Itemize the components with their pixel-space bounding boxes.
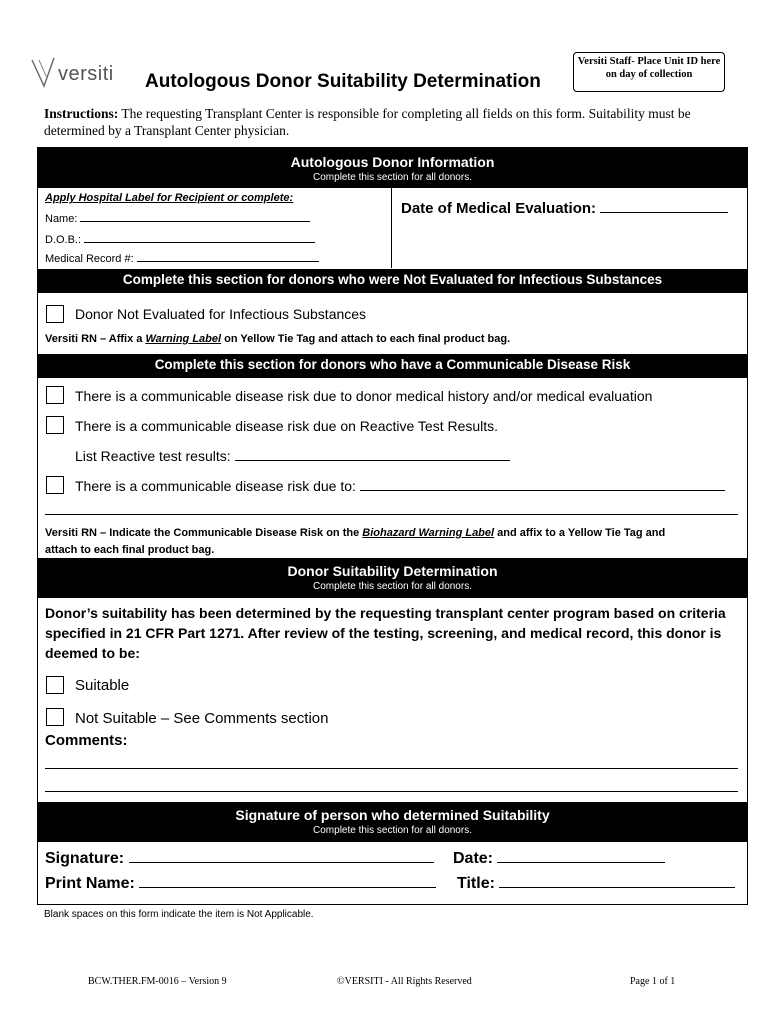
print-name-field[interactable] [45, 875, 436, 893]
medical-record-field[interactable] [45, 253, 319, 265]
instructions [44, 105, 744, 139]
footer-page: Page 1 of 1 [630, 976, 676, 987]
section-not-evaluated-header [38, 269, 747, 293]
comments-label: Comments: [45, 732, 128, 749]
name-label: Name: [45, 213, 78, 225]
section-suitability-header [38, 558, 747, 598]
risk-other-label: There is a communicable disease risk due to: [75, 478, 356, 494]
date-label: Date: [453, 850, 494, 867]
mrn-label: Medical Record #: [45, 253, 134, 265]
not-evaluated-checkbox[interactable] [46, 305, 64, 323]
print-name-label: Print Name: [45, 875, 135, 892]
not-evaluated-label: Donor Not Evaluated for Infectious Substances [75, 306, 367, 322]
not-suitable-checkbox[interactable] [46, 708, 64, 726]
section-title: Signature of person who determined Suitability [235, 807, 550, 823]
versiti-logo-text: versiti [58, 63, 114, 85]
not-applicable-note: Blank spaces on this form indicate the item is Not Applicable. [44, 909, 314, 920]
form-box [37, 147, 748, 905]
title-label: Title: [457, 875, 495, 892]
warning-label-link: Warning Label [145, 333, 222, 345]
date-of-evaluation-field[interactable] [401, 200, 728, 217]
note-pre: Versiti RN – Affix a [45, 333, 146, 345]
biohazard-note [45, 525, 745, 559]
signature-label: Signature: [45, 850, 125, 867]
section-title: Donor Suitability Determination [287, 563, 498, 579]
note-line2: attach to each final product bag. [45, 544, 215, 556]
comments-line-2[interactable] [45, 791, 738, 792]
comments-line-1[interactable] [45, 768, 738, 769]
instructions-text: The requesting Transplant Center is responsible for completing all fields on this form. Suitability must be determined by a Transplant Center physician. [44, 106, 691, 138]
dob-label: D.O.B.: [45, 234, 82, 246]
risk-other-line[interactable] [45, 514, 738, 515]
section-title: Complete this section for donors who have a Communicable Disease Risk [154, 357, 631, 372]
signature-field[interactable] [45, 850, 434, 868]
staff-unit-id-box[interactable]: Versiti Staff- Place Unit ID here on day of collection [573, 52, 725, 92]
page-title: Autologous Donor Suitability Determination [145, 71, 541, 92]
footer-copyright: ©VERSITI - All Rights Reserved [337, 976, 472, 987]
footer-doc-id: BCW.THER.FM-0016 – Version 9 [88, 976, 227, 987]
section-title: Complete this section for donors who were Not Evaluated for Infectious Substances [122, 272, 663, 287]
note-pre: Versiti RN – Indicate the Communicable Disease Risk on the [45, 527, 363, 539]
suitable-checkbox[interactable] [46, 676, 64, 694]
section-title: Autologous Donor Information [290, 154, 495, 170]
label-note: Apply Hospital Label for Recipient or complete: [45, 192, 294, 204]
section-donor-info-header [38, 148, 747, 188]
divider [391, 188, 392, 268]
risk-other-field[interactable] [75, 478, 725, 494]
date-field[interactable] [453, 850, 665, 868]
reactive-results-label: List Reactive test results: [75, 448, 231, 464]
suitable-label: Suitable [75, 677, 130, 694]
risk-history-checkbox[interactable] [46, 386, 64, 404]
dob-field[interactable] [45, 234, 315, 246]
section-disease-risk-header [38, 354, 747, 378]
date-eval-label: Date of Medical Evaluation: [401, 200, 597, 217]
section-signature-header [38, 802, 747, 842]
risk-history-label: There is a communicable disease risk due to donor medical history and/or medical evaluation [75, 388, 653, 404]
risk-reactive-checkbox[interactable] [46, 416, 64, 434]
reactive-results-field[interactable] [75, 448, 510, 464]
name-field[interactable] [45, 213, 310, 225]
risk-other-checkbox[interactable] [46, 476, 64, 494]
section-subtitle: Complete this section for all donors. [313, 172, 472, 183]
instructions-label: Instructions: [44, 106, 119, 121]
note-post: on Yellow Tie Tag and attach to each final product bag. [221, 333, 511, 345]
warning-label-note [45, 333, 510, 345]
section-subtitle: Complete this section for all donors. [313, 581, 472, 592]
not-suitable-label: Not Suitable – See Comments section [75, 710, 329, 727]
title-field[interactable] [457, 875, 735, 893]
suitability-statement: Donor’s suitability has been determined by the requesting transplant center program based on criteria specified in 21 CFR Part 1271. After review of the testing, screening, and medical record, this donor is deemed to be: [45, 605, 726, 661]
biohazard-label-link: Biohazard Warning Label [362, 527, 495, 539]
note-post: and affix to a Yellow Tie Tag and [494, 527, 666, 539]
risk-reactive-label: There is a communicable disease risk due on Reactive Test Results. [75, 418, 499, 434]
section-subtitle: Complete this section for all donors. [313, 825, 472, 836]
